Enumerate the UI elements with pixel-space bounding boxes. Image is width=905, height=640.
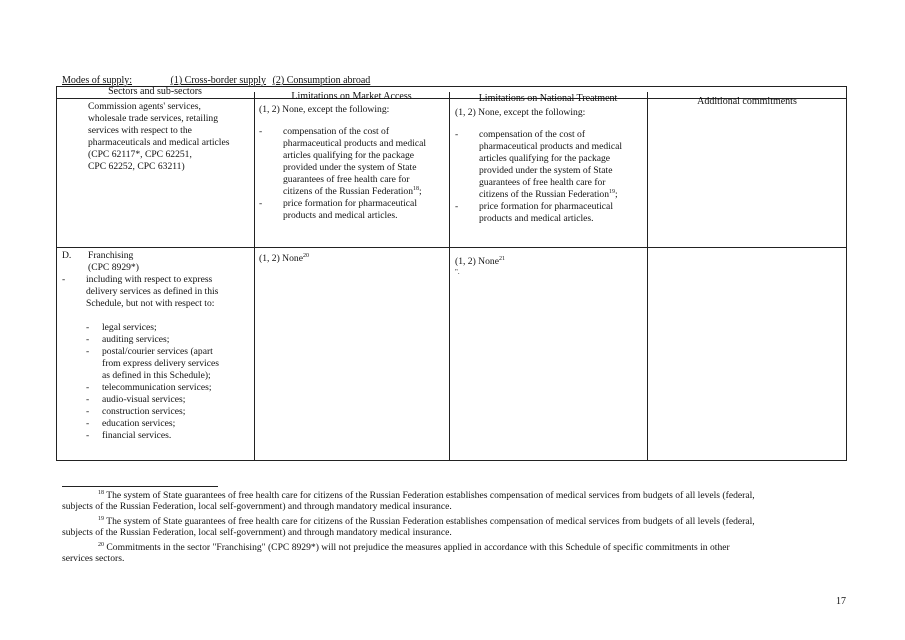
column-divider <box>449 92 450 461</box>
item-line: price formation for pharmaceutical <box>479 201 613 212</box>
dash: - <box>259 126 263 137</box>
exclusion-item <box>86 418 252 430</box>
ma-item-1 <box>259 126 447 198</box>
footnote-text: services sectors. <box>62 553 125 564</box>
row2-sector <box>62 250 252 442</box>
section-title: Franchising <box>88 250 134 261</box>
item-line <box>283 186 447 198</box>
row-divider <box>56 247 847 248</box>
sector-line: (CPC 62117*, CPC 62251, <box>88 149 192 160</box>
item-line: products and medical articles. <box>283 210 398 221</box>
exclusion-item <box>86 346 252 382</box>
item-line: price formation for pharmaceutical <box>283 198 417 209</box>
sector-line: services with respect to the <box>88 125 192 136</box>
exclusion-item <box>86 406 252 418</box>
footnote-first-line <box>62 490 852 501</box>
dash: - <box>62 274 66 285</box>
row1-market-access <box>259 104 447 222</box>
dash: - <box>86 334 90 345</box>
column-divider <box>254 92 255 461</box>
sector-line: pharmaceuticals and medical articles <box>88 137 230 148</box>
footnote-number: 19 <box>98 515 104 522</box>
row2-national-treatment <box>455 256 505 276</box>
dash: - <box>455 129 459 140</box>
item-line: pharmaceutical products and medical <box>479 141 623 152</box>
item-line: financial services. <box>102 430 172 441</box>
item-line: as defined in this Schedule); <box>102 370 211 381</box>
item-line: Schedule, but not with respect to: <box>86 298 215 309</box>
dash: - <box>455 201 459 212</box>
punct: ; <box>615 189 618 200</box>
item-line: construction services; <box>102 406 186 417</box>
header-sectors: Sectors and sub-sectors <box>108 86 202 97</box>
item-line: compensation of the cost of <box>479 129 586 140</box>
footnote-separator <box>62 486 218 487</box>
row1-national-treatment <box>455 107 645 225</box>
footnote-text: subjects of the Russian Federation, local self-government) and through mandatory medical insurance. <box>62 527 452 538</box>
nt-item-2 <box>455 201 645 225</box>
footnote-text: Commitments in the sector "Franchising" (CPC 8929*) will not prejudice the measures applied in accordance with this Schedule of specific commitments in other <box>106 542 730 553</box>
ma-item-2 <box>259 198 447 222</box>
mode-1: (1) Cross-border supply <box>170 75 267 86</box>
footnote-first-line <box>62 542 852 553</box>
punct: ; <box>419 186 422 197</box>
dash: - <box>259 198 263 209</box>
ma-none: (1, 2) None <box>259 253 303 264</box>
item-line: delivery services as defined in this <box>86 286 219 297</box>
sector-line: wholesale trade services, retailing <box>88 113 218 124</box>
nt-none: (1, 2) None <box>455 256 499 267</box>
footnote-ref: 19 <box>609 188 616 195</box>
header-market-access: Limitations on Market Access <box>291 91 412 102</box>
dash: - <box>86 382 90 393</box>
footnote-first-line <box>62 516 852 527</box>
dash: - <box>86 406 90 417</box>
sector-line: Commission agents' services, <box>88 101 201 112</box>
item-line: including with respect to express <box>86 274 213 285</box>
row1-sector <box>88 101 254 173</box>
exclusion-list <box>62 322 252 442</box>
ma-intro: (1, 2) None, except the following: <box>259 104 390 115</box>
franchising-title <box>62 250 252 262</box>
item-line <box>479 189 645 201</box>
footnote-number: 18 <box>98 489 104 496</box>
nt-intro: (1, 2) None, except the following: <box>455 107 586 118</box>
mode-2: (2) Consumption abroad <box>272 75 371 86</box>
dash: - <box>86 322 90 333</box>
including-clause <box>62 274 252 310</box>
exclusion-item <box>86 382 252 394</box>
column-divider <box>647 92 648 461</box>
item-line: auditing services; <box>102 334 170 345</box>
footnote-20 <box>62 542 852 564</box>
modes-label: Modes of supply: <box>62 75 132 86</box>
dash: - <box>86 430 90 441</box>
exclusion-item <box>86 322 252 334</box>
footnote-ref: 18 <box>413 185 420 192</box>
exclusion-item <box>86 394 252 406</box>
footnote-19 <box>62 516 852 538</box>
row2-market-access <box>259 253 309 265</box>
page-number: 17 <box>836 596 846 607</box>
item-line: postal/courier services (apart <box>102 346 213 357</box>
header-national-treatment: Limitations on National Treatment <box>478 93 618 104</box>
item-line: products and medical articles. <box>479 213 594 224</box>
dash: - <box>86 418 90 429</box>
exclusion-item <box>86 430 252 442</box>
footnote-text: The system of State guarantees of free health care for citizens of the Russian Federation establishes compensation of medical services from budgets of all levels (federal, <box>106 516 755 527</box>
item-line: telecommunication services; <box>102 382 212 393</box>
footnote-number: 20 <box>98 541 104 548</box>
footnote-text: The system of State guarantees of free health care for citizens of the Russian Federation establishes compensation of medical services from budgets of all levels (federal, <box>106 490 755 501</box>
footnote-text: subjects of the Russian Federation, local self-government) and through mandatory medical insurance. <box>62 501 452 512</box>
item-line: pharmaceutical products and medical <box>283 138 427 149</box>
sector-line: CPC 62252, CPC 63211) <box>88 161 185 172</box>
modes-of-supply <box>62 75 370 86</box>
footnote-18 <box>62 490 852 512</box>
dash: - <box>86 346 90 357</box>
franchising-cpc: (CPC 8929*) <box>88 262 139 273</box>
footnote-ref: 21 <box>498 255 505 262</box>
item-line: articles qualifying for the package <box>283 150 415 161</box>
item-line: compensation of the cost of <box>283 126 390 137</box>
nt-item-1 <box>455 129 645 201</box>
section-letter: D. <box>62 250 72 261</box>
header-additional-commitments: Additional commitments <box>697 96 797 107</box>
item-line: guarantees of free health care for <box>479 177 606 188</box>
item-line-text: citizens of the Russian Federation <box>283 186 414 197</box>
item-line: audio-visual services; <box>102 394 186 405</box>
item-line: articles qualifying for the package <box>479 153 611 164</box>
footnote-ref: 20 <box>302 252 309 259</box>
item-line: guarantees of free health care for <box>283 174 410 185</box>
exclusion-item <box>86 334 252 346</box>
item-line: from express delivery services <box>102 358 219 369</box>
item-line-text: citizens of the Russian Federation <box>479 189 610 200</box>
item-line: legal services; <box>102 322 157 333</box>
item-line: provided under the system of State <box>479 165 613 176</box>
item-line: provided under the system of State <box>283 162 417 173</box>
item-line: education services; <box>102 418 176 429</box>
dash: - <box>86 394 90 405</box>
stray-mark: ". <box>455 268 460 276</box>
